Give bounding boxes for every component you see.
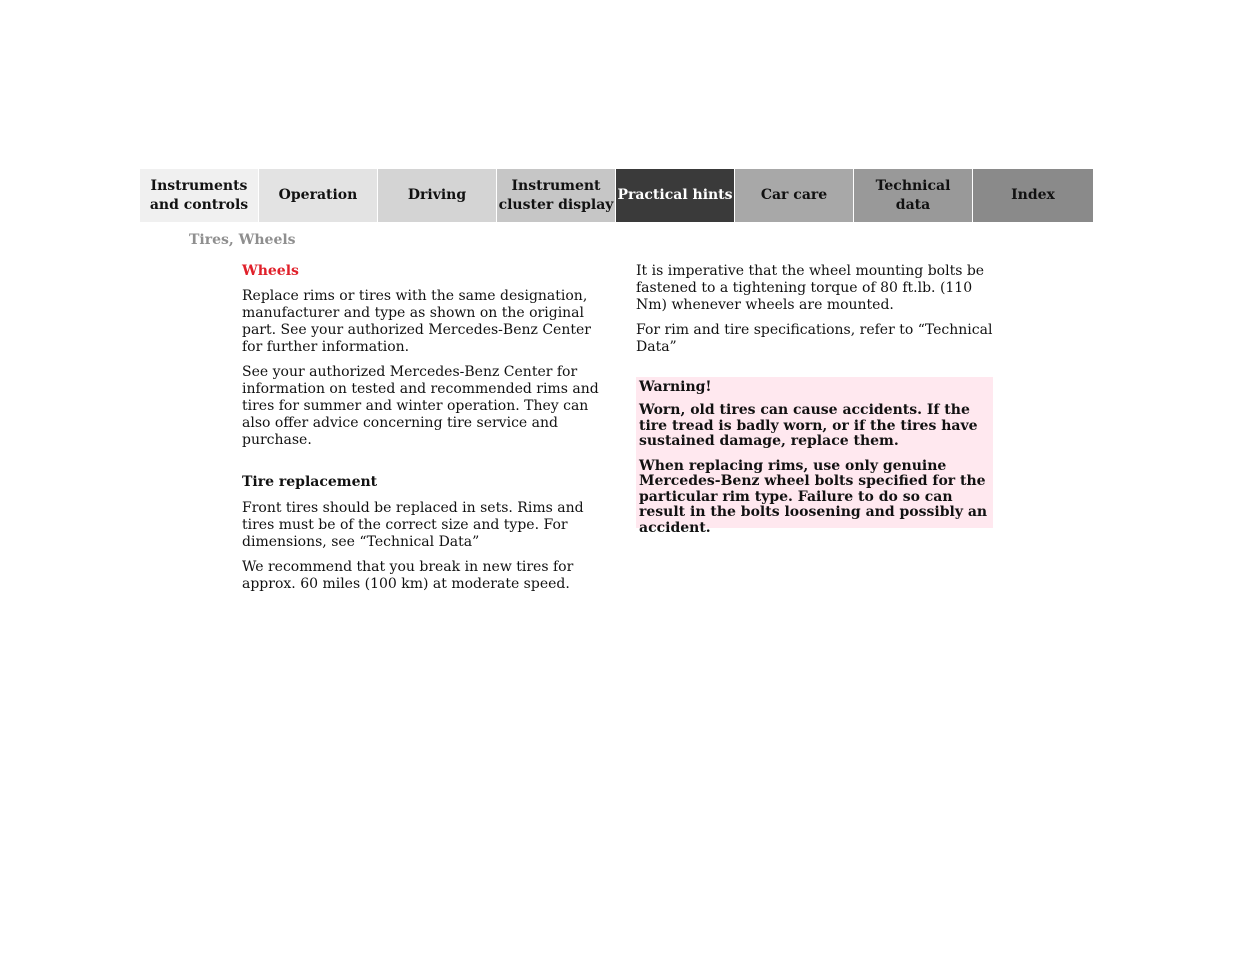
tab-practical-hints[interactable]: Practical hints: [616, 169, 735, 222]
wheels-paragraph-1: Replace rims or tires with the same designation, manufacturer and type as shown on the original part. See your authorized Mercedes-Benz Center for further information.: [242, 288, 591, 355]
tab-instruments-and-controls[interactable]: Instruments and controls: [140, 169, 259, 222]
tab-technical-data[interactable]: Technical data: [854, 169, 973, 222]
spacer: [242, 457, 600, 474]
tire-replacement-heading: Tire replacement: [242, 474, 378, 490]
torque-paragraph: It is imperative that the wheel mounting bolts be fastened to a tightening torque of 80 ft.lb. (110 Nm) whenever wheels are mounted.: [636, 263, 985, 313]
tab-index[interactable]: Index: [973, 169, 1093, 222]
warning-box: [636, 377, 993, 536]
wheels-paragraph-2: See your authorized Mercedes-Benz Center for information on tested and recommended rims and tires for summer and winter operation. They can also offer advice concerning tire service and purchase.: [242, 364, 599, 448]
warning-title: Warning!: [639, 379, 712, 395]
tire-replacement-paragraph-2: We recommend that you break in new tires for approx. 60 miles (100 km) at moderate speed.: [242, 559, 574, 592]
warning-paragraph-2: When replacing rims, use only genuine Mercedes-Benz wheel bolts specified for the particular rim type. Failure to do so can result in the bolts loosening and possibly an accident.: [639, 457, 988, 536]
left-column: [242, 263, 600, 601]
tab-instrument-cluster-display[interactable]: Instrument cluster display: [497, 169, 616, 222]
wheels-heading: Wheels: [242, 263, 299, 279]
section-title: Tires, Wheels: [189, 232, 296, 248]
tab-car-care[interactable]: Car care: [735, 169, 854, 222]
tab-driving[interactable]: Driving: [378, 169, 497, 222]
chapter-navigation: [140, 169, 1095, 222]
tab-operation[interactable]: Operation: [259, 169, 378, 222]
warning-paragraph-1: Worn, old tires can cause accidents. If the tire tread is badly worn, or if the tires have sustained damage, replace them.: [639, 402, 978, 449]
right-column: [636, 263, 994, 364]
specifications-paragraph: For rim and tire specifications, refer to “Technical Data”: [636, 322, 993, 355]
tire-replacement-paragraph-1: Front tires should be replaced in sets. Rims and tires must be of the correct size and type. For dimensions, see “Technical Data”: [242, 500, 584, 550]
